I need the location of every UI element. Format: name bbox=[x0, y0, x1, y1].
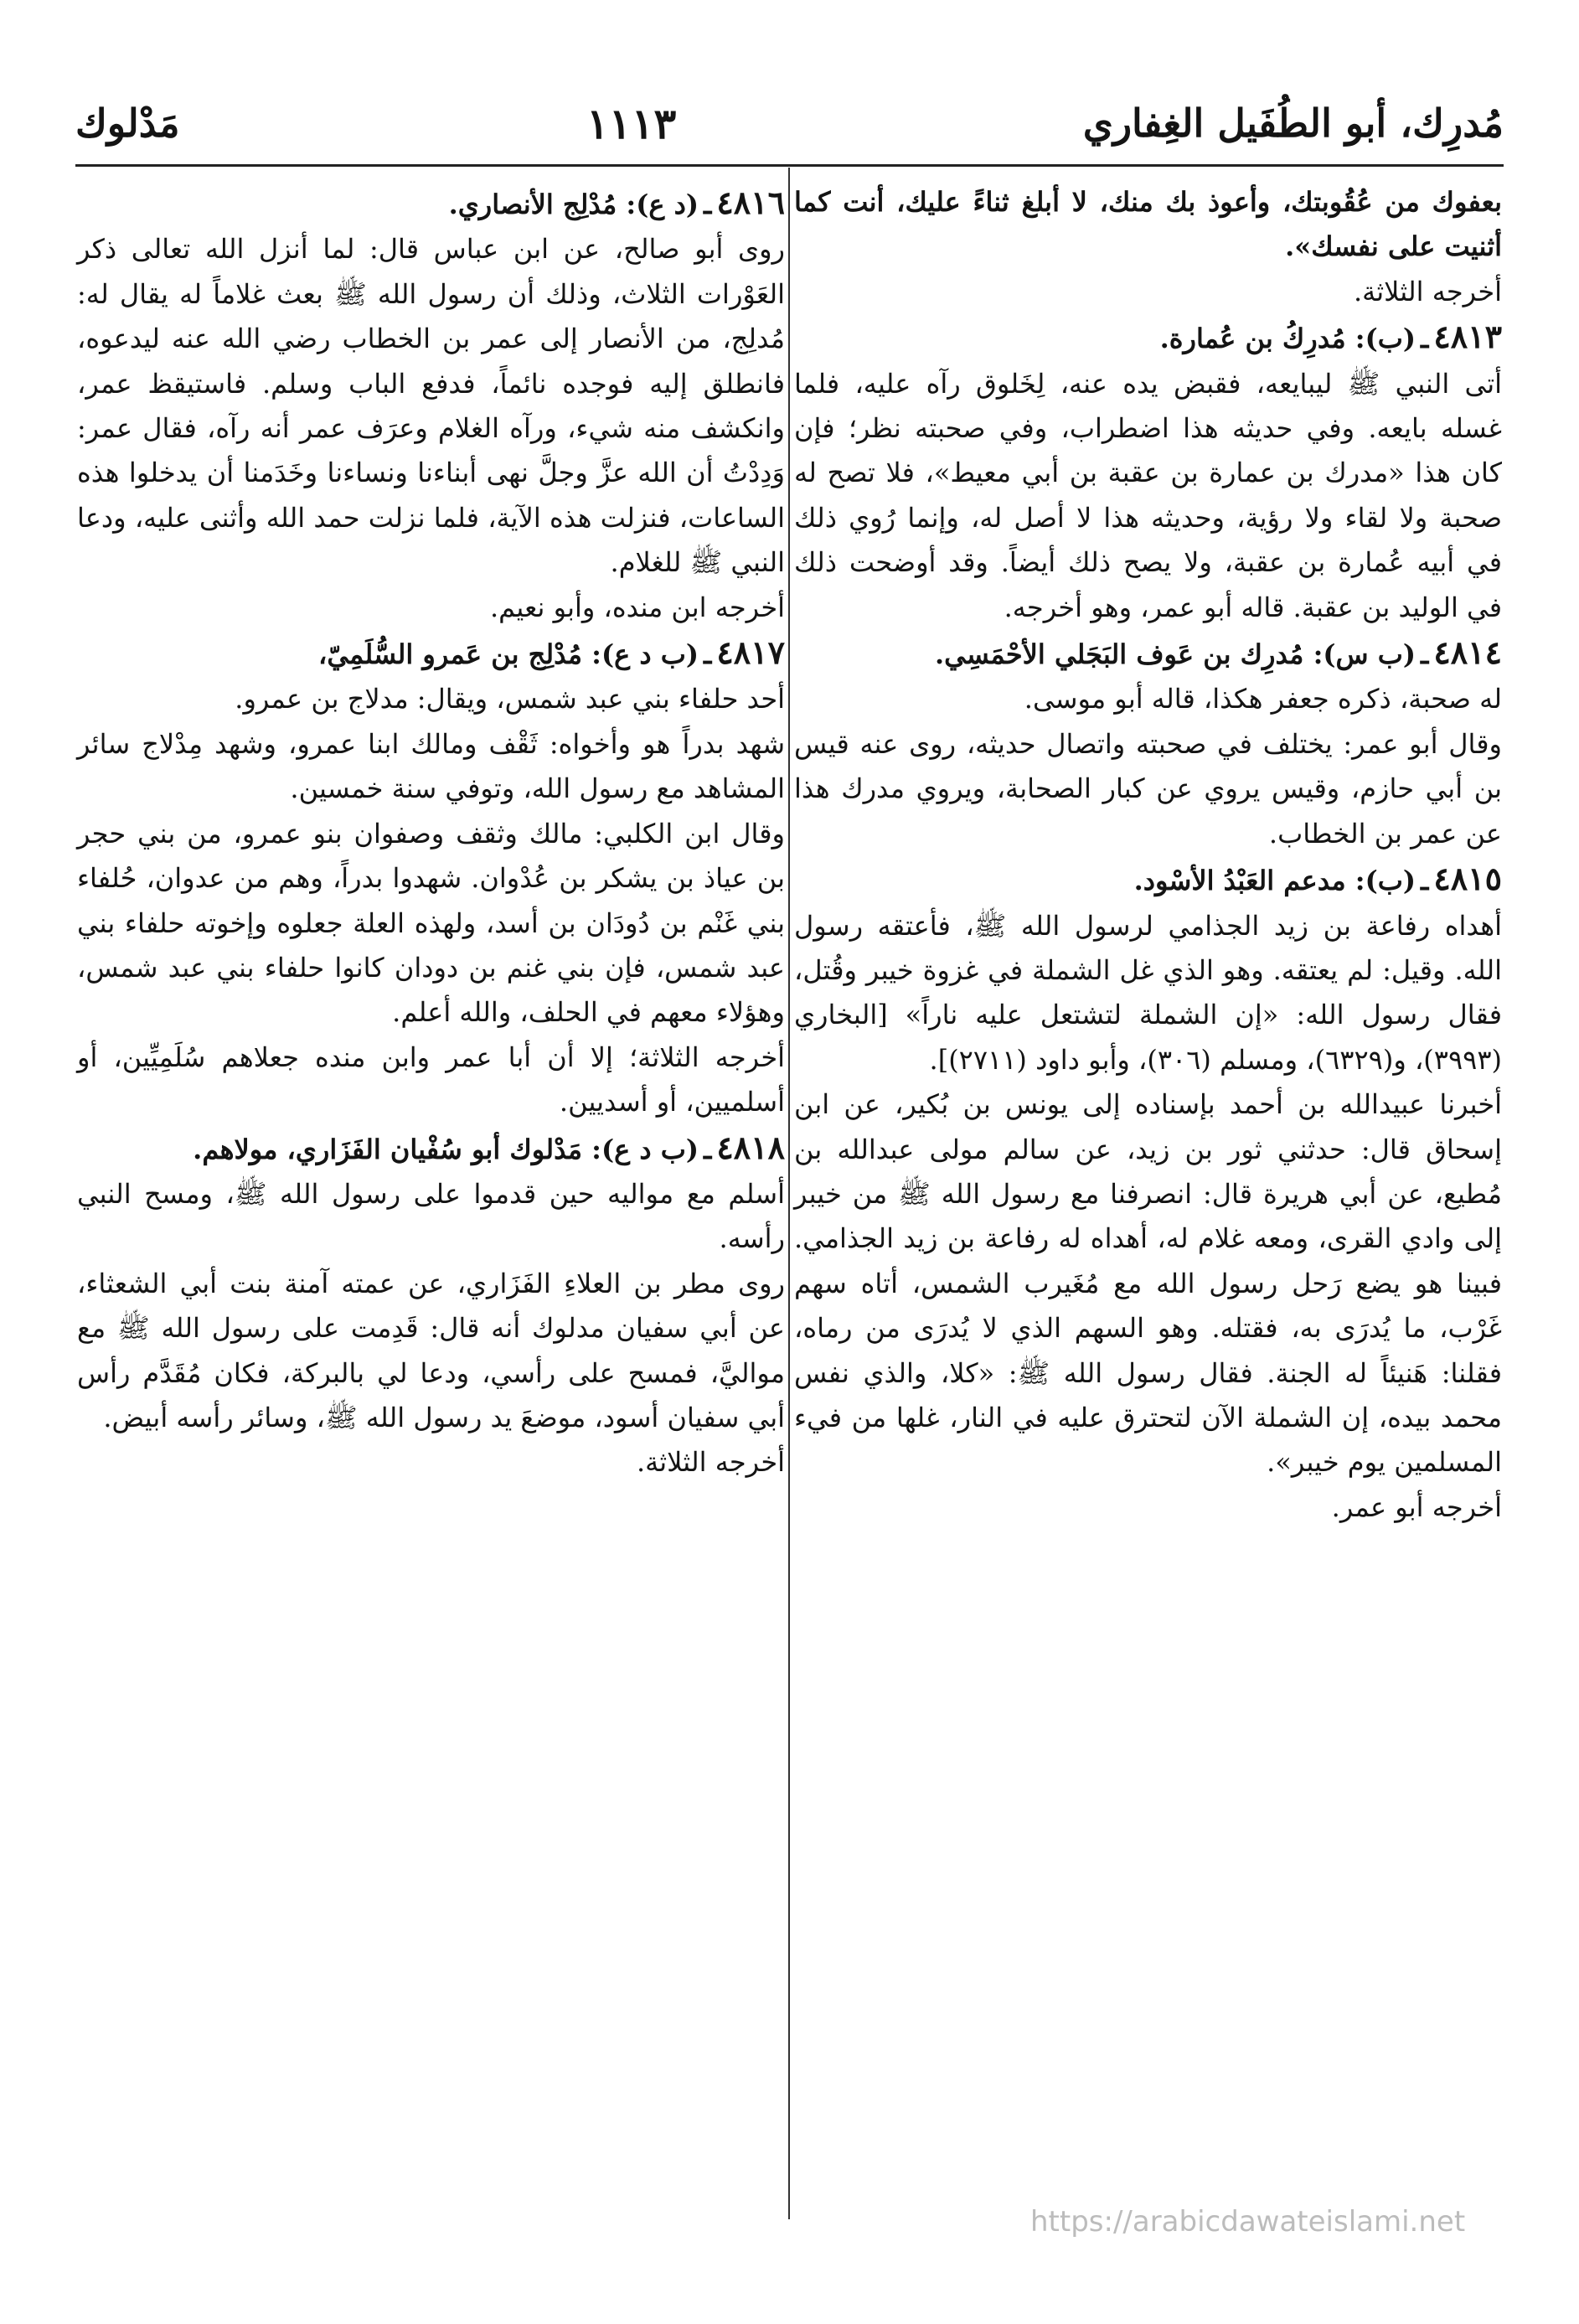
entry-heading bbox=[77, 630, 785, 677]
watermark-url: https://arabicdawateislami.net bbox=[1030, 2205, 1466, 2239]
running-title-left: مَدْلوك bbox=[75, 101, 180, 146]
body-paragraph: أخبرنا عبيدالله بن أحمد بإسناده إلى يونس بن بُكير، عن ابن إسحاق قال: حدثني ثور بن زيد، عن سالم مولى عبدالله بن مُطيع، عن أبي هريرة قال: انصرفنا مع رسول الله ﷺ من خيبر إلى وادي القرى، ومعه غلام له، أهداه له رفاعة بن زيد الجذامي. فبينا هو يضع رَحل رسول الله مع مُغَيرب الشمس، أتاه سهم غَرْب، ما يُدرَى به، فقتله. وهو السهم الذي لا يُدرَى من رماه، فقلنا: هَنيئاً له الجنة. فقال رسول الله ﷺ: «كلا، والذي نفس محمد بيده، إن الشملة الآن لتحترق عليه في النار، غلها من فيء المسلمين يوم خيبر». bbox=[794, 1088, 1503, 1479]
entry-number: ٤٨١٦ bbox=[716, 183, 785, 221]
takhrij-line: أخرجه أبو عمر. bbox=[1331, 1490, 1502, 1523]
entry-name: مَدْلوك أبو سُفْيان الفَزَاري، مولاهم. bbox=[193, 1133, 582, 1165]
entry-number: ٤٨١٣ bbox=[1433, 318, 1502, 356]
body-paragraph: أحد حلفاء بني عبد شمس، ويقال: مدلاج بن عمرو. bbox=[235, 683, 785, 715]
page-header bbox=[75, 90, 1504, 156]
page-number: ١١١٣ bbox=[586, 98, 677, 148]
body-paragraph: شهد بدراً هو وأخواه: ثَقْف ومالك ابنا عمرو، وشهد مِدْلاج سائر المشاهد مع رسول الله، وتوفي سنة خمسين. bbox=[77, 727, 785, 805]
entry-source-code: (ب د ع): bbox=[591, 638, 699, 671]
entry-source-code: (ب): bbox=[1355, 865, 1416, 897]
entry-source-code: (ب): bbox=[1355, 323, 1416, 355]
body-paragraph: وقال أبو عمر: يختلف في صحبته واتصال حديثه، روى عنه قيس بن أبي حازم، وقيس يروي عن كبار الصحابة، ويروي مدرك هذا عن عمر بن الخطاب. bbox=[794, 727, 1503, 850]
entry-dash: ـ bbox=[1420, 865, 1429, 897]
entry-number: ٤٨١٤ bbox=[1433, 633, 1502, 672]
entry-name: مُدرِك بن عَوف البَجَلي الأحْمَسِي. bbox=[935, 638, 1304, 671]
entry-dash: ـ bbox=[703, 189, 712, 220]
entry-dash: ـ bbox=[703, 1133, 712, 1165]
entry-heading bbox=[77, 180, 785, 227]
running-title-right: مُدرِك، أبو الطُفَيل الغِفاري bbox=[1082, 101, 1504, 146]
body-paragraph: بعفوك من عُقُوبتك، وأعوذ بك منك، لا أبلغ ثناءً عليك، أنت كما أثنيت على نفسك». bbox=[794, 186, 1503, 263]
entry-dash: ـ bbox=[703, 638, 712, 671]
body-paragraph: أتى النبي ﷺ ليبايعه، فقبض يده عنه، لِخَلوق رآه عليه، فلما غسله بايعه. وفي حديثه هذا اضطراب، وفي صحبته نظر؛ فإن كان هذا «مدرك بن عمارة بن عقبة بن أبي معيط»، فلا تصح له صحبة ولا لقاء ولا رؤية، وحديثه هذا لا أصل له، وإنما رُوي ذلك في أبيه عُمارة بن عقبة، ولا يصح ذلك أيضاً. وقد أوضحت ذلك في الوليد بن عقبة. قاله أبو عمر، وهو أخرجه. bbox=[794, 367, 1502, 623]
body-paragraph: أسلم مع مواليه حين قدموا على رسول الله ﷺ، ومسح النبي رأسه. bbox=[77, 1177, 785, 1255]
entry-heading bbox=[794, 314, 1502, 361]
entry-source-code: (ب د ع): bbox=[591, 1133, 699, 1165]
entry-source-code: (د ع): bbox=[626, 189, 699, 220]
takhrij-line: أخرجه الثلاثة؛ إلا أن أبا عمر وابن منده جعلاهم سُلَمِيِّين، أو أسلميين، أو أسديين. bbox=[77, 1041, 785, 1118]
entry-number: ٤٨١٨ bbox=[716, 1128, 785, 1166]
entry-name: مُدرِكُ بن عُمارة. bbox=[1159, 323, 1346, 355]
takhrij-line: أخرجه الثلاثة. bbox=[636, 1446, 785, 1479]
body-paragraph: له صحبة، ذكره جعفر هكذا، قاله أبو موسى. bbox=[1024, 683, 1502, 715]
takhrij-line: أخرجه ابن منده، وأبو نعيم. bbox=[489, 591, 785, 623]
entry-name: مُدْلِج بن عَمرو السُّلَمِيّ، bbox=[317, 638, 582, 671]
body-paragraph: وقال ابن الكلبي: مالك وثقف وصفوان بنو عمرو، من بني حجر بن عياذ بن يشكر بن عُدْوان. شهدوا بدراً، وهم من عدوان، حُلفاء بني غَنْم بن دُودَان بن أسد، ولهذه العلة جعلوه وإخوته حلفاء بني عبد شمس، فإن بني غنم بن دودان كانوا حلفاء بني عبد شمس، وهؤلاء معهم في الحلف، والله أعلم. bbox=[77, 817, 786, 1029]
entry-heading bbox=[794, 630, 1502, 677]
entry-dash: ـ bbox=[1420, 323, 1429, 355]
right-column bbox=[794, 180, 1502, 2219]
entry-name: مُدْلِج الأنصاري. bbox=[448, 189, 617, 220]
takhrij-line: أخرجه الثلاثة. bbox=[1353, 275, 1502, 307]
header-rule bbox=[75, 164, 1504, 167]
entry-source-code: (ب س): bbox=[1313, 638, 1416, 671]
entry-heading bbox=[77, 1125, 785, 1172]
entry-number: ٤٨١٥ bbox=[1433, 860, 1502, 898]
left-column bbox=[77, 180, 785, 2219]
entry-heading bbox=[794, 856, 1502, 903]
body-paragraph: روى مطر بن العلاءِ الفَزَاري، عن عمته آمنة بنت أبي الشعثاء، عن أبي سفيان مدلوك أنه قال: قَدِمت على رسول الله ﷺ مع مواليَّ، فمسح على رأسي، ودعا لي بالبركة، فكان مُقَدَّم رأس أبي سفيان أسود، موضعَ يد رسول الله ﷺ، وسائر رأسه أبيض. bbox=[77, 1267, 786, 1433]
entry-dash: ـ bbox=[1420, 638, 1429, 671]
body-paragraph: روى أبو صالح، عن ابن عباس قال: لما أنزل الله تعالى ذكر العَوْرات الثلاث، وذلك أن رسول الله ﷺ بعث غلاماً له يقال له: مُدلِج، من الأنصار إلى عمر بن الخطاب رضي الله عنه ليدعوه، فانطلق إليه فوجده نائماً، فدفع الباب وسلم. فاستيقظ عمر، وانكشف منه شيء، ورآه الغلام وعرَف عمر أنه رآه، فقال عمر: وَدِدْتُ أن الله عزَّ وجلَّ نهى أبناءنا ونساءنا وخَدَمنا أن يدخلوا هذه الساعات، فنزلت هذه الآية، فلما نزلت حمد الله وأثنى عليه، ودعا النبي ﷺ للغلام. bbox=[77, 233, 786, 579]
column-divider bbox=[788, 168, 790, 2219]
body-paragraph: أهداه رفاعة بن زيد الجذامي لرسول الله ﷺ، فأعتقه رسول الله. وقيل: لم يعتقه. وهو الذي غل الشملة في غزوة خيبر وقُتل، فقال رسول الله: «إن الشملة لتشتعل عليه ناراً» [البخاري (٣٩٩٣)، و(٦٣٢٩)، ومسلم (٣٠٦)، وأبو داود (٢٧١١)]. bbox=[794, 909, 1503, 1076]
entry-number: ٤٨١٧ bbox=[716, 633, 785, 672]
entry-name: مدعم العَبْدُ الأسْود. bbox=[1133, 865, 1346, 897]
